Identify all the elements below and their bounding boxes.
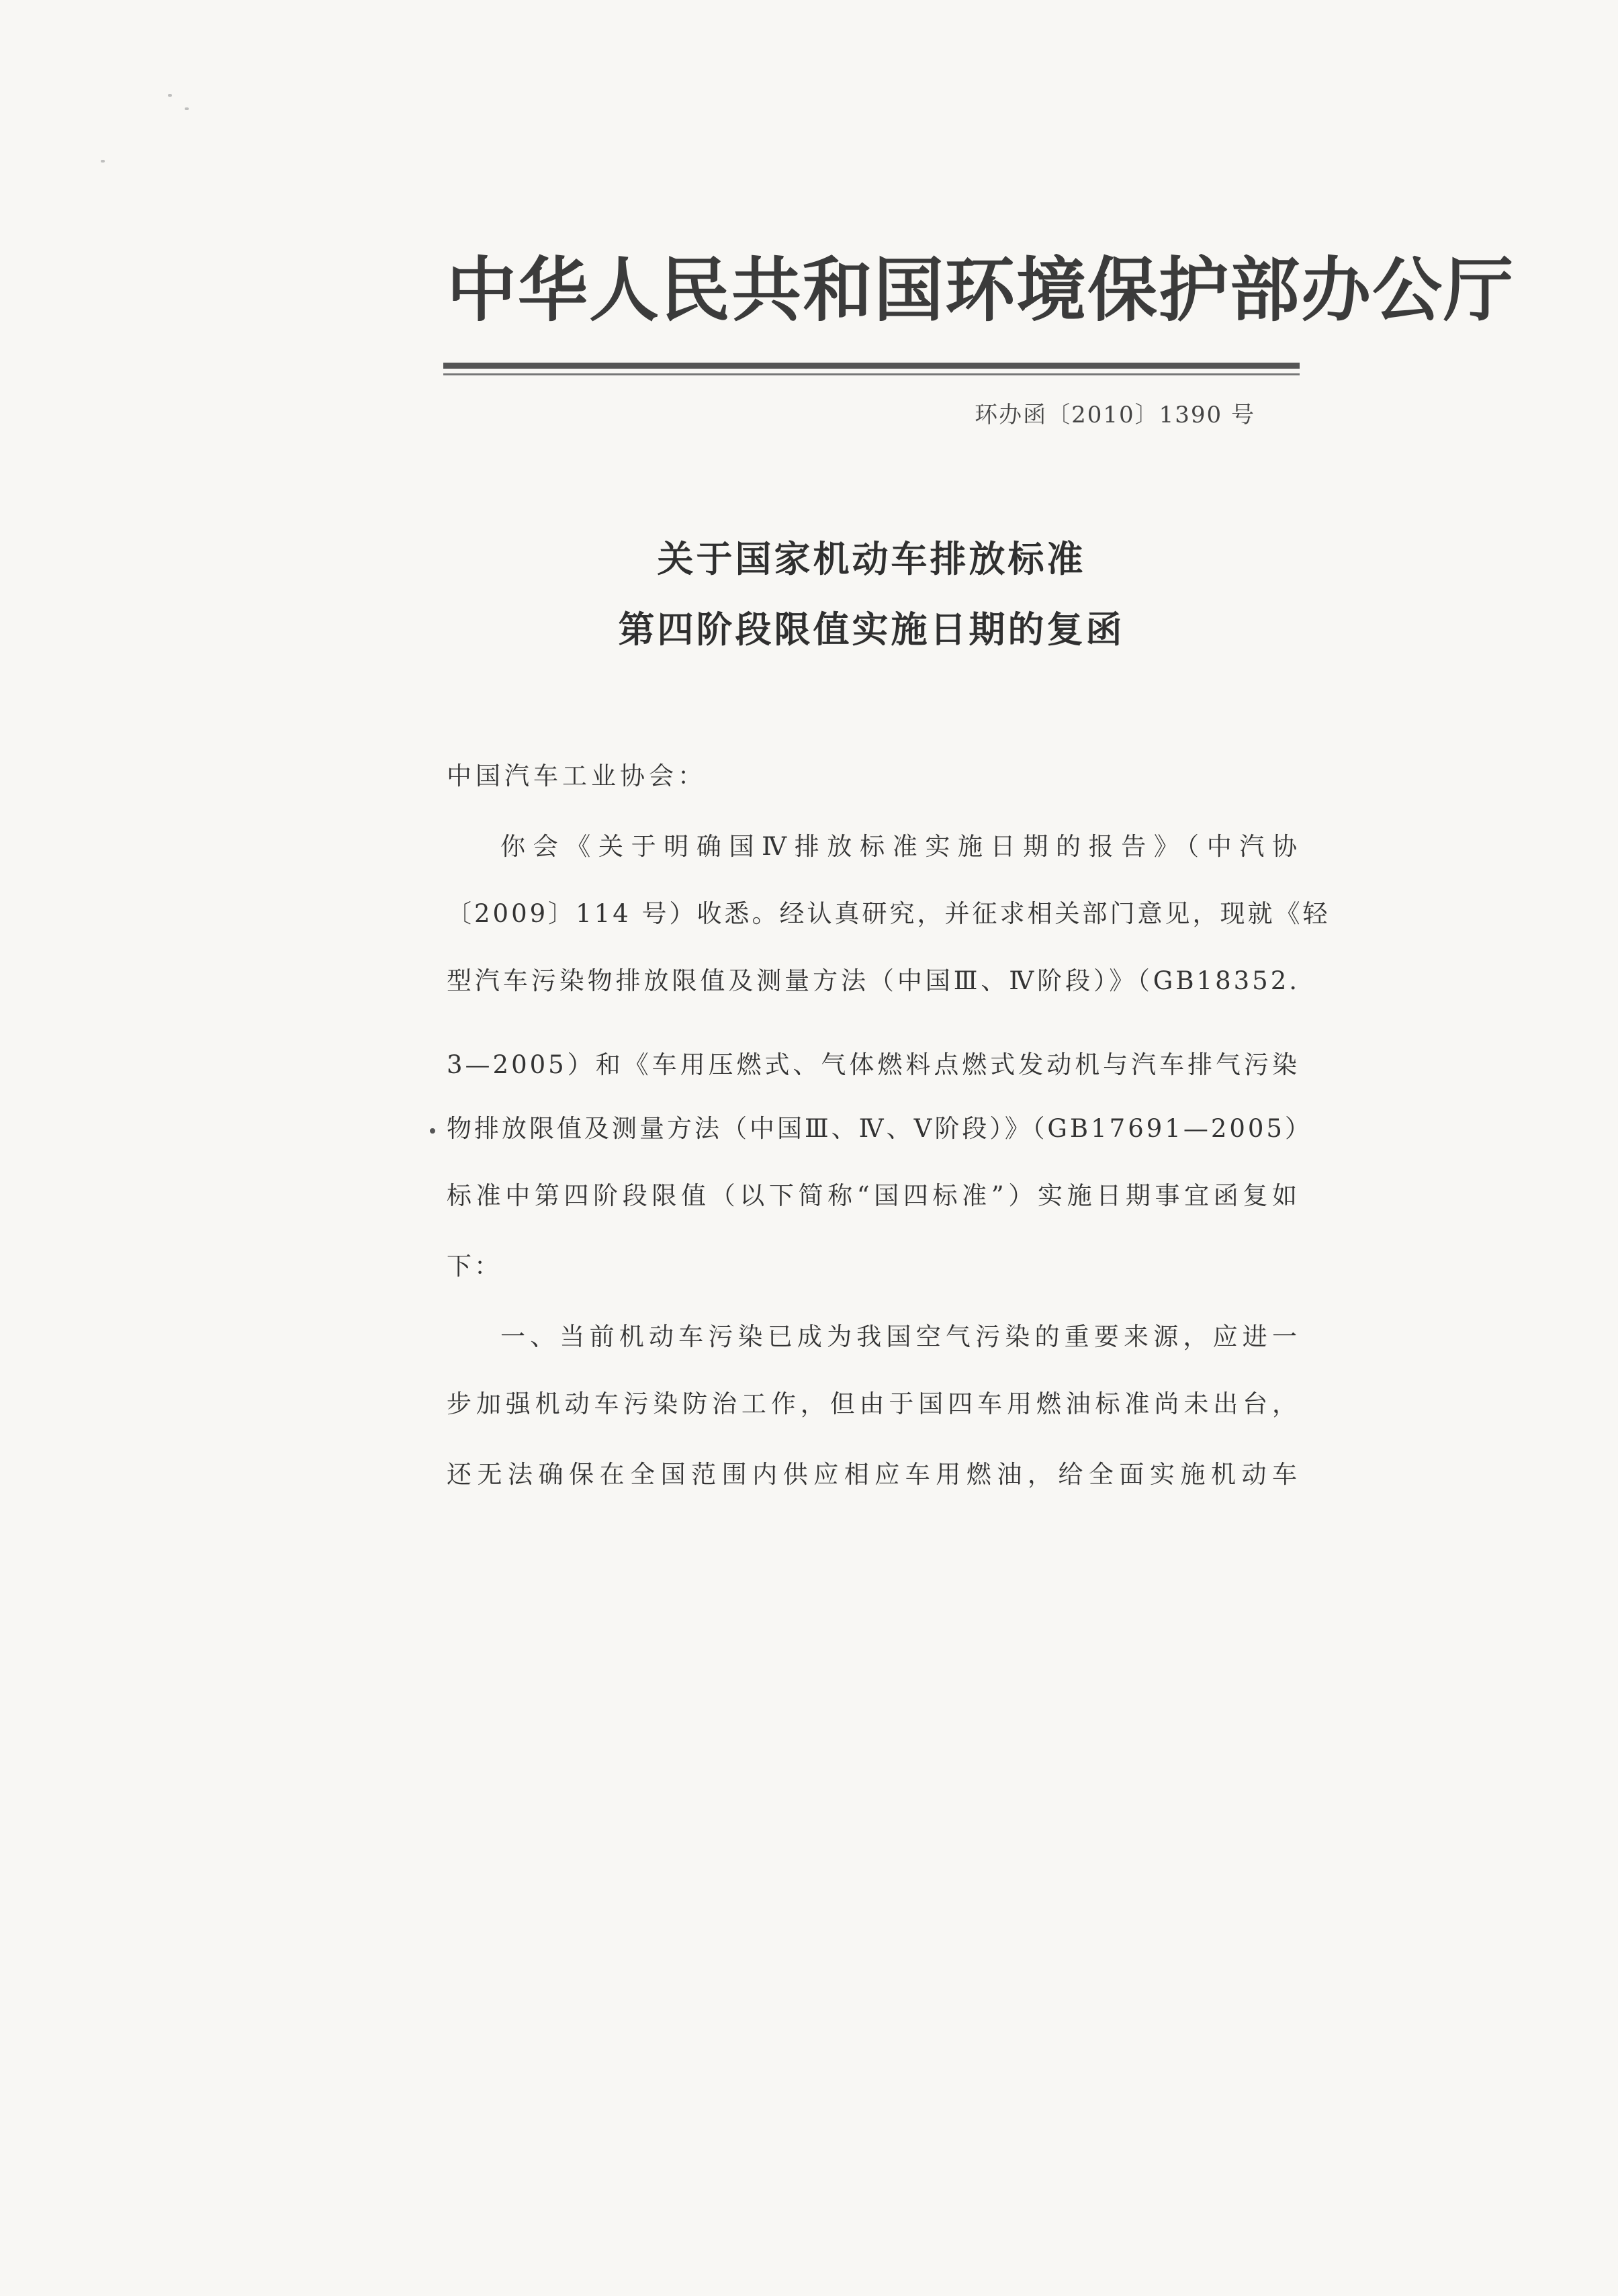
body-line: 还无法确保在全国范围内供应相应车用燃油，给全面实施机动车	[447, 1460, 1300, 1489]
title-line-1: 关于国家机动车排放标准	[657, 537, 1086, 580]
body-line: 步加强机动车污染防治工作，但由于国四车用燃油标准尚未出台，	[447, 1389, 1300, 1418]
body-line: 下：	[447, 1252, 502, 1281]
title-line-2: 第四阶段限值实施日期的复函	[618, 608, 1125, 651]
letterhead-agency: 中华人民共和国环境保护部办公厅	[447, 249, 1515, 331]
body-line: 〔2009〕114 号）收悉。经认真研究，并征求相关部门意见，现就《轻	[447, 899, 1331, 928]
body-line: 你会《关于明确国Ⅳ排放标准实施日期的报告》（中汽协	[500, 832, 1300, 861]
scan-speck	[101, 160, 105, 163]
letterhead-rule-thin	[443, 373, 1300, 375]
body-line: 标准中第四阶段限值（以下简称“国四标准”）实施日期事宜函复如	[447, 1181, 1300, 1210]
document-number: 环办函〔2010〕1390 号	[975, 402, 1255, 428]
letterhead-rule-thick	[443, 363, 1300, 369]
body-line: 3—2005）和《车用压燃式、气体燃料点燃式发动机与汽车排气污染	[447, 1050, 1300, 1079]
scan-speck	[168, 94, 172, 97]
margin-mark	[430, 1128, 435, 1134]
body-line: 型汽车污染物排放限值及测量方法（中国Ⅲ、Ⅳ阶段）》（GB18352.	[447, 966, 1300, 995]
body-line: 物排放限值及测量方法（中国Ⅲ、Ⅳ、Ⅴ阶段）》（GB17691—2005）	[447, 1114, 1312, 1143]
addressee: 中国汽车工业协会：	[447, 762, 707, 790]
body-line: 一、当前机动车污染已成为我国空气污染的重要来源，应进一	[500, 1322, 1300, 1351]
scan-speck	[185, 107, 189, 110]
